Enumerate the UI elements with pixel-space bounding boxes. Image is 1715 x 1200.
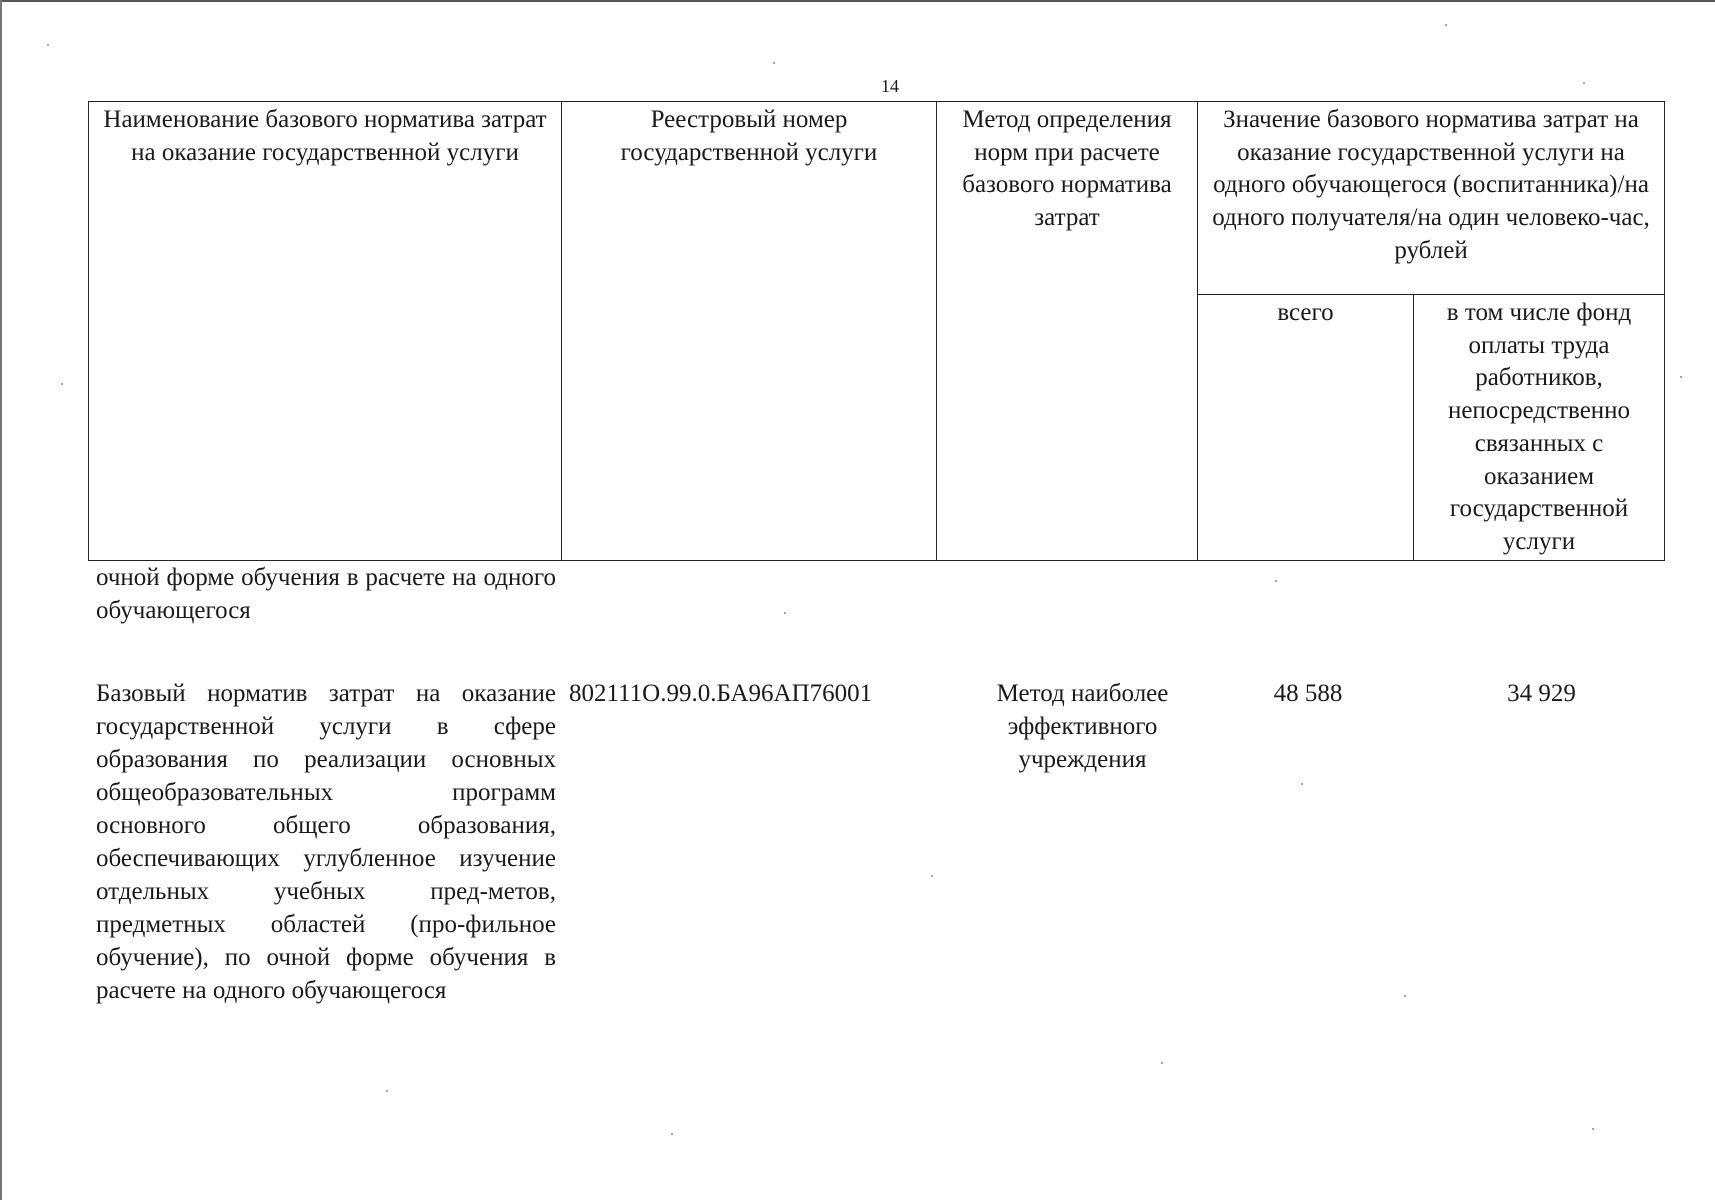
row-total-value: 48 588 — [1273, 680, 1343, 707]
scan-speck — [1445, 24, 1447, 26]
scan-speck — [784, 612, 786, 614]
header-name-cell — [89, 102, 562, 561]
header-value-group-cell — [1198, 102, 1665, 295]
scan-speck — [1301, 783, 1303, 785]
scan-speck — [1592, 1128, 1594, 1130]
header-wage-fund: в том числе фонд оплаты труда работников, непосредственно связанных с оказанием государственной услуги — [1446, 299, 1632, 555]
header-method-cell — [937, 102, 1198, 561]
header-wage-fund-cell — [1414, 295, 1665, 561]
scan-speck — [1680, 376, 1682, 378]
scan-edge-left — [0, 0, 2, 1200]
scan-speck — [1404, 995, 1406, 997]
row-norm-name: Базовый норматив затрат на оказание государственной услуги в сфере образования по реализации основных общеобразовательных программ основного общего образования, обеспечивающих углубленное изучение отдельных учебных пред-метов, предметных областей (про-фильное обучение), по очной форме обучения в расчете на одного обучающегося — [96, 680, 556, 1004]
scan-speck — [47, 44, 49, 46]
scan-speck — [386, 1090, 388, 1092]
page-number: 14 — [881, 76, 899, 96]
header-total-cell — [1198, 295, 1414, 561]
header-registry-number: Реестровый номер государственной услуги — [620, 106, 878, 166]
header-name: Наименование базового норматива затрат на оказание государственной услуги — [103, 106, 547, 166]
scan-speck — [671, 1133, 673, 1135]
scan-edge-top — [0, 0, 1715, 2]
norms-table-header — [88, 101, 1665, 561]
row-registry-number: 802111О.99.0.БА96АП76001 — [569, 680, 873, 707]
header-registry-cell — [562, 102, 937, 561]
header-method: Метод определения норм при расчете базового норматива затрат — [962, 106, 1172, 232]
scan-speck — [773, 62, 775, 64]
previous-row-continuation: очной форме обучения в расчете на одного обучающегося — [96, 564, 556, 624]
scan-speck — [1275, 580, 1277, 582]
header-total: всего — [1277, 299, 1334, 326]
row-method: Метод наиболее эффективного учреждения — [996, 680, 1169, 773]
scan-speck — [61, 383, 63, 385]
scan-speck — [1161, 1062, 1163, 1064]
scan-speck — [931, 875, 933, 877]
row-wage-fund-value: 34 929 — [1507, 680, 1576, 707]
header-value-group: Значение базового норматива затрат на оказание государственной услуги на одного обучающегося (воспитанника)/на одного получателя/на один человеко-час, рублей — [1212, 106, 1650, 264]
scan-speck — [1583, 82, 1585, 84]
